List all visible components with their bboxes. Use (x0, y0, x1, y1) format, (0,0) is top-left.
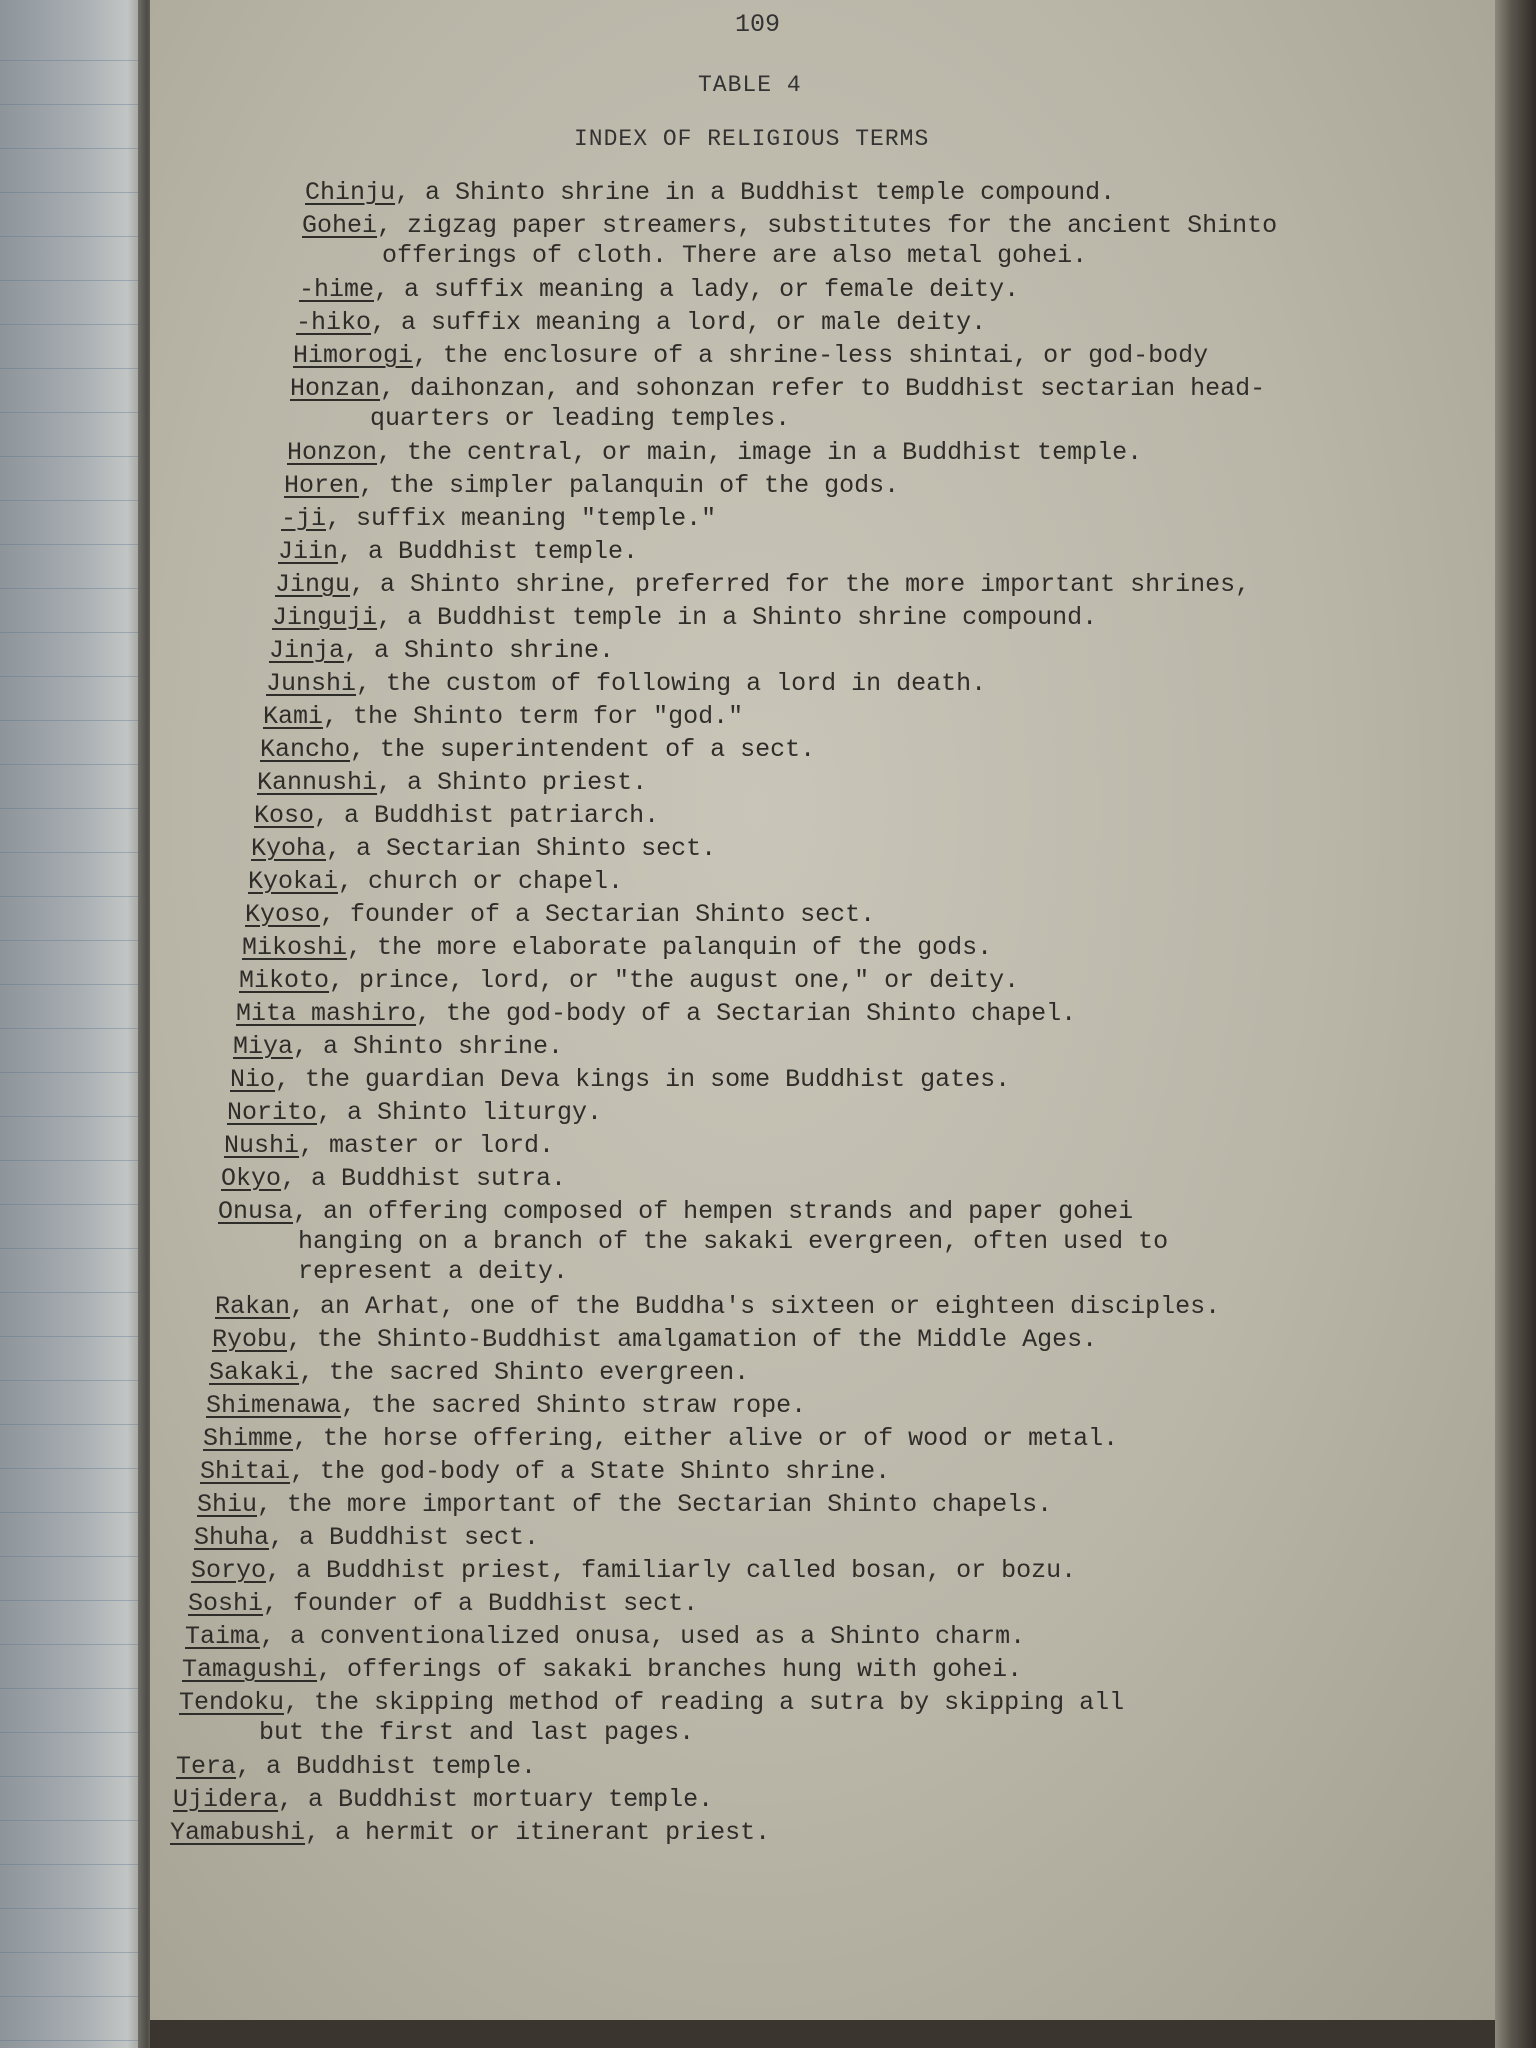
term-definition: , the god-body of a State Shinto shrine. (290, 1457, 891, 1486)
index-term: Soryo (191, 1556, 267, 1585)
entry-line (293, 341, 1208, 370)
index-term: Rakan (215, 1292, 291, 1321)
entry-line (215, 1292, 1220, 1321)
ruled-line (0, 1292, 150, 1293)
list-item (239, 966, 1019, 996)
entry-line (284, 471, 899, 500)
list-item (206, 1391, 806, 1421)
list-item (260, 735, 815, 765)
index-term: Yamabushi (170, 1818, 306, 1847)
document-page (150, 0, 1495, 2020)
term-definition: , a Buddhist priest, familiarly called bosan, or bozu. (266, 1556, 1077, 1585)
term-definition: , a Buddhist patriarch. (314, 801, 660, 830)
entry-line (197, 1490, 1052, 1519)
index-term: Kancho (260, 735, 351, 764)
entry-line (188, 1589, 698, 1618)
term-definition: , daihonzan, and sohonzan refer to Buddhist sectarian head- (380, 374, 1266, 403)
term-definition: , the superintendent of a sect. (350, 735, 816, 764)
facing-page-edge (0, 0, 150, 2048)
index-term: Shimme (203, 1424, 294, 1453)
term-definition: , prince, lord, or "the august one," or deity. (329, 966, 1020, 995)
list-item (170, 1818, 770, 1848)
term-definition: , a Buddhist temple. (236, 1752, 537, 1781)
ruled-line (0, 236, 150, 237)
index-term: Himorogi (293, 341, 414, 370)
ruled-line (0, 280, 150, 281)
index-term: Mikoshi (242, 933, 348, 962)
term-definition: , a Buddhist temple. (338, 537, 639, 566)
index-term: Shimenawa (206, 1391, 342, 1420)
term-definition: , the skipping method of reading a sutra by skipping all (284, 1688, 1125, 1717)
ruled-line (0, 676, 150, 677)
term-definition: , a Buddhist sutra. (281, 1164, 567, 1193)
list-item (233, 1032, 563, 1062)
index-term: Shuha (194, 1523, 270, 1552)
entry-line (203, 1424, 1118, 1453)
list-item (197, 1490, 1052, 1520)
term-definition: , a Shinto shrine in a Buddhist temple compound. (395, 178, 1116, 207)
term-definition: , church or chapel. (338, 867, 624, 896)
list-item (287, 438, 1142, 468)
ruled-line (0, 412, 150, 413)
entry-line (299, 275, 1019, 304)
index-term: Tendoku (179, 1688, 285, 1717)
table-title: INDEX OF RELIGIOUS TERMS (574, 126, 930, 152)
ruled-line (0, 1996, 150, 1997)
term-definition: , the horse offering, either alive or of wood or metal. (293, 1424, 1119, 1453)
term-definition: , a Shinto shrine. (293, 1032, 564, 1061)
entry-line (239, 966, 1019, 995)
index-term: Kyokai (248, 867, 339, 896)
ruled-line (0, 632, 150, 633)
list-item (218, 1197, 1168, 1287)
ruled-line (0, 1644, 150, 1645)
list-item (200, 1457, 890, 1487)
index-term: Kyoha (251, 834, 327, 863)
ruled-line (0, 1512, 150, 1513)
entry-line (275, 570, 1250, 599)
term-definition: , the enclosure of a shrine-less shintai, or god-body (413, 341, 1209, 370)
ruled-line (0, 852, 150, 853)
list-item (299, 275, 1019, 305)
index-term: Ujidera (173, 1785, 279, 1814)
entry-line (176, 1752, 536, 1781)
entry-line (302, 211, 1277, 240)
entry-line (221, 1164, 566, 1193)
table-label: TABLE 4 (698, 72, 802, 98)
list-item (179, 1688, 1124, 1748)
term-definition: , the guardian Deva kings in some Buddhist gates. (275, 1065, 1011, 1094)
term-definition: , suffix meaning "temple." (326, 504, 717, 533)
list-item (227, 1098, 602, 1128)
list-item (275, 570, 1250, 600)
ruled-line (0, 1380, 150, 1381)
index-term: Ryobu (212, 1325, 288, 1354)
index-term: Okyo (221, 1164, 282, 1193)
list-item (248, 867, 623, 897)
list-item (203, 1424, 1118, 1454)
entry-line (179, 1688, 1124, 1717)
entry-line (230, 1065, 1010, 1094)
list-item (224, 1131, 554, 1161)
entry-line (296, 308, 986, 337)
index-term: Mikoto (239, 966, 330, 995)
list-item (209, 1358, 749, 1388)
ruled-line (0, 1952, 150, 1953)
ruled-line (0, 984, 150, 985)
ruled-line (0, 588, 150, 589)
index-term: Soshi (188, 1589, 264, 1618)
entry-line (182, 1655, 1022, 1684)
ruled-line (0, 1160, 150, 1161)
term-definition: , a suffix meaning a lady, or female deity. (374, 275, 1020, 304)
index-term: Jiin (278, 537, 339, 566)
list-item (242, 933, 992, 963)
term-definition: , a suffix meaning a lord, or male deity. (371, 308, 987, 337)
list-item (284, 471, 899, 501)
ruled-line (0, 192, 150, 193)
term-definition-continued: hanging on a branch of the sakaki evergreen, often used to (298, 1227, 1169, 1256)
term-definition: , offerings of sakaki branches hung with gohei. (317, 1655, 1023, 1684)
term-definition: , a Shinto liturgy. (317, 1098, 603, 1127)
ruled-line (0, 104, 150, 105)
ruled-line (0, 1204, 150, 1205)
list-item (230, 1065, 1010, 1095)
entry-line (170, 1818, 770, 1847)
entry-line (185, 1622, 1025, 1651)
entry-line (218, 1197, 1133, 1226)
list-item (188, 1589, 698, 1619)
index-term: Sakaki (209, 1358, 300, 1387)
index-term: Nio (230, 1065, 276, 1094)
term-definition: , the Shinto-Buddhist amalgamation of the Middle Ages. (287, 1325, 1098, 1354)
index-term: Onusa (218, 1197, 294, 1226)
entry-line (227, 1098, 602, 1127)
entry-line (278, 537, 638, 566)
entry-line (236, 999, 1076, 1028)
page-bottom-shadow (150, 2020, 1495, 2048)
entry-line (173, 1785, 713, 1814)
list-item (269, 636, 614, 666)
index-term: Honzan (290, 374, 381, 403)
term-definition: , zigzag paper streamers, substitutes for the ancient Shinto (377, 211, 1278, 240)
entry-line (191, 1556, 1076, 1585)
index-term: Honzon (287, 438, 378, 467)
entry-line (260, 735, 815, 764)
index-term: Taima (185, 1622, 261, 1651)
term-definition: , a Sectarian Shinto sect. (326, 834, 717, 863)
term-definition: , the Shinto term for "god." (323, 702, 744, 731)
term-definition: , a Shinto priest. (377, 768, 648, 797)
list-item (173, 1785, 713, 1815)
page-number: 109 (735, 10, 781, 39)
list-item (221, 1164, 566, 1194)
index-term: Junshi (266, 669, 357, 698)
entry-line (272, 603, 1097, 632)
entry-line (233, 1032, 563, 1061)
list-item (254, 801, 659, 831)
ruled-line (0, 500, 150, 501)
index-term: Kyoso (245, 900, 321, 929)
ruled-line (0, 1864, 150, 1865)
index-term: Horen (284, 471, 360, 500)
term-definition-continued: quarters or leading temples. (370, 404, 791, 433)
index-term: Koso (254, 801, 315, 830)
list-item (191, 1556, 1076, 1586)
index-term: Mita mashiro (236, 999, 417, 1028)
term-definition: , master or lord. (299, 1131, 555, 1160)
list-item (272, 603, 1097, 633)
index-term: -ji (281, 504, 327, 533)
entry-line (200, 1457, 890, 1486)
ruled-line (0, 456, 150, 457)
list-item (293, 341, 1208, 371)
entry-line (305, 178, 1115, 207)
ruled-line (0, 60, 150, 61)
list-item (176, 1752, 536, 1782)
list-item (263, 702, 743, 732)
entry-line (209, 1358, 749, 1387)
ruled-line (0, 324, 150, 325)
entry-line (242, 933, 992, 962)
ruled-line (0, 1336, 150, 1337)
ruled-line (0, 940, 150, 941)
list-item (281, 504, 716, 534)
ruled-line (0, 1116, 150, 1117)
entry-line (194, 1523, 539, 1552)
index-term: Tera (176, 1752, 237, 1781)
term-definition: , founder of a Buddhist sect. (263, 1589, 699, 1618)
index-term: Chinju (305, 178, 396, 207)
ruled-line (0, 1732, 150, 1733)
entry-line (254, 801, 659, 830)
list-item (215, 1292, 1220, 1322)
term-definition: , a hermit or itinerant priest. (305, 1818, 771, 1847)
term-definition: , a Buddhist temple in a Shinto shrine compound. (377, 603, 1098, 632)
ruled-line (0, 1424, 150, 1425)
ruled-line (0, 148, 150, 149)
list-item (266, 669, 986, 699)
ruled-line (0, 1600, 150, 1601)
ruled-line (0, 2040, 150, 2041)
term-definition: , the more important of the Sectarian Shinto chapels. (257, 1490, 1053, 1519)
entry-line (269, 636, 614, 665)
entry-line (251, 834, 716, 863)
entry-line (224, 1131, 554, 1160)
list-item (305, 178, 1115, 208)
index-term: Jingu (275, 570, 351, 599)
term-definition: , an Arhat, one of the Buddha's sixteen or eighteen disciples. (290, 1292, 1221, 1321)
ruled-line (0, 1248, 150, 1249)
index-term: Tamagushi (182, 1655, 318, 1684)
list-item (251, 834, 716, 864)
list-item (290, 374, 1265, 434)
term-definition: , a conventionalized onusa, used as a Shinto charm. (260, 1622, 1026, 1651)
term-definition: , the simpler palanquin of the gods. (359, 471, 900, 500)
list-item (194, 1523, 539, 1553)
term-definition: , the sacred Shinto straw rope. (341, 1391, 807, 1420)
term-definition: , the sacred Shinto evergreen. (299, 1358, 750, 1387)
term-definition: , the more elaborate palanquin of the gods. (347, 933, 993, 962)
ruled-line (0, 808, 150, 809)
index-term: -hiko (296, 308, 372, 337)
ruled-line (0, 1072, 150, 1073)
index-term: Shiu (197, 1490, 258, 1519)
ruled-line (0, 1556, 150, 1557)
list-item (257, 768, 647, 798)
term-definition: , a Buddhist mortuary temple. (278, 1785, 714, 1814)
entry-line (263, 702, 743, 731)
term-definition: , the central, or main, image in a Buddhist temple. (377, 438, 1143, 467)
term-definition: , a Shinto shrine, preferred for the more important shrines, (350, 570, 1251, 599)
list-item (302, 211, 1277, 271)
list-item (245, 900, 875, 930)
term-definition: , a Buddhist sect. (269, 1523, 540, 1552)
term-definition: , the god-body of a Sectarian Shinto chapel. (416, 999, 1077, 1028)
term-definition-continued: but the first and last pages. (259, 1718, 695, 1747)
ruled-line (0, 1028, 150, 1029)
ruled-line (0, 1820, 150, 1821)
ruled-line (0, 896, 150, 897)
entry-line (248, 867, 623, 896)
ruled-line (0, 1908, 150, 1909)
list-item (185, 1622, 1025, 1652)
entry-line (266, 669, 986, 698)
list-item (236, 999, 1076, 1029)
ruled-line (0, 1776, 150, 1777)
list-item (182, 1655, 1022, 1685)
term-definition-continued: represent a deity. (298, 1257, 569, 1286)
page-stack-edge (1495, 0, 1536, 2048)
entry-line (287, 438, 1142, 467)
entry-line (212, 1325, 1097, 1354)
ruled-line (0, 720, 150, 721)
ruled-line (0, 764, 150, 765)
term-definition: , founder of a Sectarian Shinto sect. (320, 900, 876, 929)
index-term: Shitai (200, 1457, 291, 1486)
entry-line (257, 768, 647, 797)
term-definition-continued: offerings of cloth. There are also metal gohei. (382, 241, 1088, 270)
index-term: Kami (263, 702, 324, 731)
term-definition: , the custom of following a lord in death. (356, 669, 987, 698)
list-item (296, 308, 986, 338)
entry-line (290, 374, 1265, 403)
entry-line (206, 1391, 806, 1420)
index-term: Miya (233, 1032, 294, 1061)
ruled-line (0, 1688, 150, 1689)
index-term: Norito (227, 1098, 318, 1127)
ruled-line (0, 544, 150, 545)
index-term: Jinguji (272, 603, 378, 632)
list-item (212, 1325, 1097, 1355)
term-definition: , a Shinto shrine. (344, 636, 615, 665)
index-term: Jinja (269, 636, 345, 665)
ruled-line (0, 368, 150, 369)
term-definition: , an offering composed of hempen strands and paper gohei (293, 1197, 1134, 1226)
entry-line (281, 504, 716, 533)
list-item (278, 537, 638, 567)
index-term: Nushi (224, 1131, 300, 1160)
index-term: Kannushi (257, 768, 378, 797)
index-term: -hime (299, 275, 375, 304)
entry-line (245, 900, 875, 929)
ruled-line (0, 1468, 150, 1469)
index-term: Gohei (302, 211, 378, 240)
